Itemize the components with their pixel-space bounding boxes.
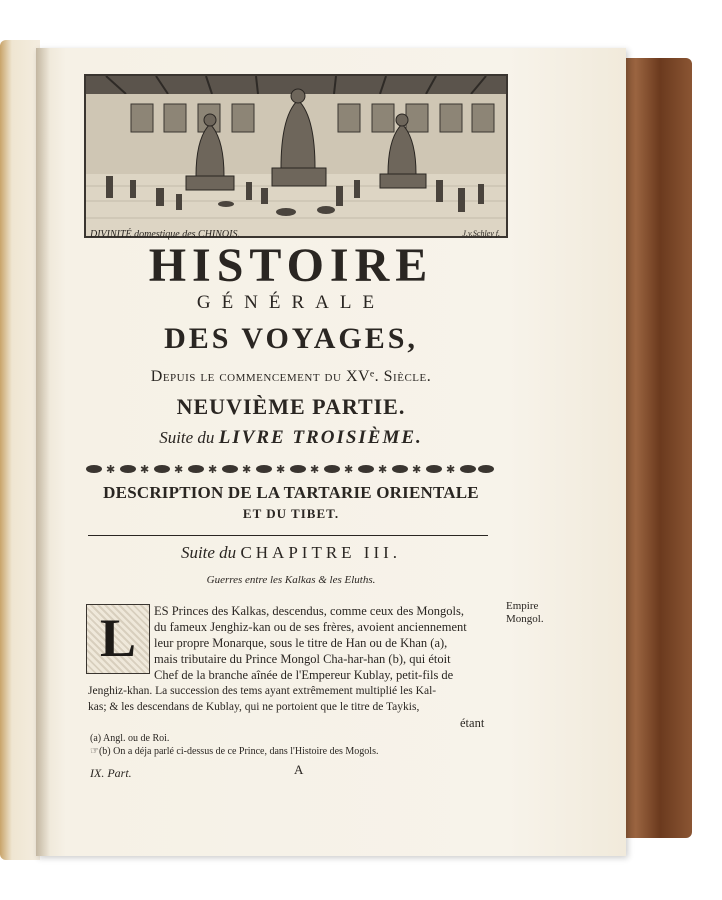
svg-text:✱: ✱ xyxy=(242,463,252,476)
page-gutter-shadow xyxy=(36,48,50,856)
svg-text:✱: ✱ xyxy=(140,463,150,476)
svg-text:✱: ✱ xyxy=(208,463,218,476)
engraving-illustration xyxy=(84,74,508,238)
title-line-1: HISTOIRE xyxy=(148,239,434,292)
margin-note xyxy=(506,600,576,626)
title-line-4: Depuis le commencement du XVᵉ. Siècle. xyxy=(150,368,432,385)
body-line: du fameux Jenghiz-kan ou de ses frères, avoient anciennement xyxy=(154,620,467,634)
svg-text:✱: ✱ xyxy=(412,463,422,476)
chapter-main: CHAPITRE III. xyxy=(240,543,402,562)
drop-cap-letter: L xyxy=(99,608,137,668)
margin-note-line-1: Empire xyxy=(506,600,539,612)
title-book xyxy=(84,427,498,449)
section-title-line-2: ET DU TIBET. xyxy=(242,506,340,521)
title-book-prefix: Suite du xyxy=(159,428,219,447)
left-page-edge xyxy=(0,40,40,860)
title-part: NEUVIÈME PARTIE. xyxy=(176,394,406,419)
temple-scene-image xyxy=(86,76,506,236)
svg-text:✱: ✱ xyxy=(310,463,320,476)
horizontal-rule xyxy=(88,535,488,536)
catchword: étant xyxy=(460,716,485,730)
body-line: Jenghiz-khan. La succession des tems ayant extrêmement multiplié les Kal- xyxy=(88,685,437,697)
body-line: kas; & les descendans de Kublay, qui ne portoient que le titre de Taykis, xyxy=(88,701,420,713)
chapter-subtitle: Guerres entre les Kalkas & les Eluths. xyxy=(206,574,376,586)
title-line-2: GÉNÉRALE xyxy=(196,292,386,313)
footnote-b: ☞(b) On a déja parlé ci-dessus de ce Prince, dans l'Histoire des Mogols. xyxy=(90,746,379,757)
svg-text:✱: ✱ xyxy=(446,463,456,476)
chapter-prefix: Suite du xyxy=(180,543,241,562)
ornamental-band xyxy=(84,462,496,476)
svg-text:✱: ✱ xyxy=(378,463,388,476)
body-line: ES Princes des Kalkas, descendus, comme ceux des Mongols, xyxy=(154,604,465,618)
engraver-credit: J.v.Schley f. xyxy=(462,229,500,238)
caption-title: DIVINITÉ domestique des CHINOIS. xyxy=(90,229,240,240)
signature-part: IX. Part. xyxy=(90,766,132,780)
body-line: Chef de la branche aînée de l'Empereur Kublay, petit-fils de xyxy=(154,668,454,682)
title-book-main: LIVRE TROISIÈME. xyxy=(218,427,423,448)
title-line-3: DES VOYAGES, xyxy=(164,322,418,355)
drop-cap xyxy=(86,604,150,674)
svg-text:✱: ✱ xyxy=(276,463,286,476)
signature-letter: A xyxy=(294,762,304,777)
body-line: mais tributaire du Prince Mongol Cha-har-han (b), qui étoit xyxy=(154,652,451,666)
footnote-a: (a) Angl. ou de Roi. xyxy=(90,733,170,744)
body-line: leur propre Monarque, sous le titre de Han ou de Khan (a), xyxy=(154,636,448,650)
svg-text:✱: ✱ xyxy=(344,463,354,476)
chapter-heading xyxy=(84,543,498,563)
svg-text:✱: ✱ xyxy=(174,463,184,476)
margin-note-line-2: Mongol. xyxy=(506,613,544,625)
svg-text:✱: ✱ xyxy=(106,463,116,476)
section-title-line-1: DESCRIPTION DE LA TARTARIE ORIENTALE xyxy=(103,483,479,502)
